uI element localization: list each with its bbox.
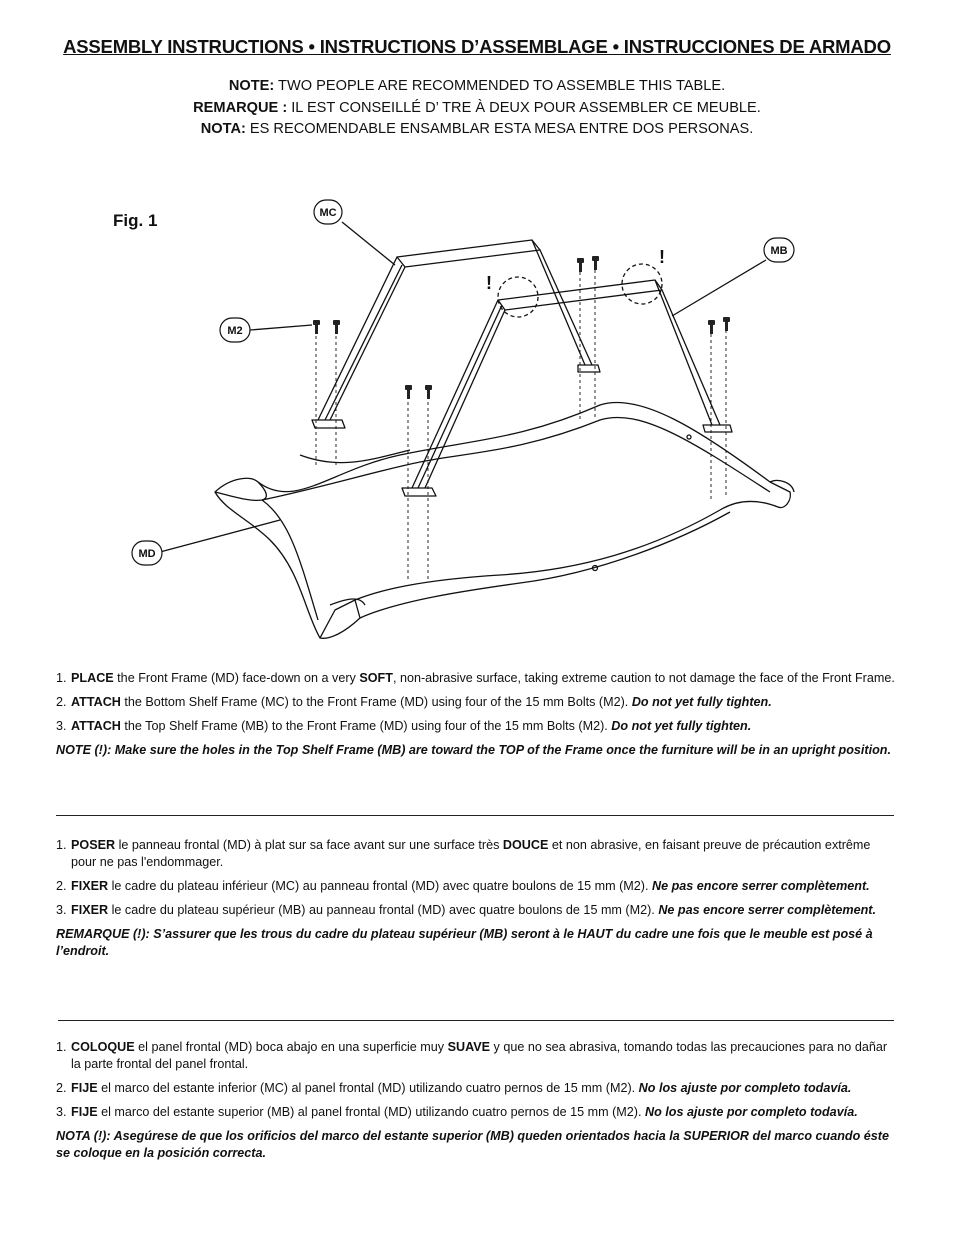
item-note: No los ajuste por completo todavía. (644, 1105, 858, 1119)
section-note: NOTA (!): Asegúrese de que los orificios del marco del estante superior (MB) queden orientados hacia la SUPERIOR del marco cuando éste se coloque en la posición correcta. (56, 1129, 890, 1160)
warning-mark: ! (486, 273, 492, 293)
item-keyword: SOFT (359, 671, 393, 685)
list-item (56, 1039, 896, 1073)
english-instructions (56, 670, 896, 759)
list-item (56, 902, 896, 919)
list-item (56, 694, 896, 711)
french-instructions (56, 837, 896, 960)
item-number: 2. (56, 1081, 67, 1095)
note-text: IL EST CONSEILLÉ D’ TRE À DEUX POUR ASSEMBLER CE MEUBLE. (287, 99, 761, 116)
list-item (56, 670, 896, 687)
item-keyword: ATTACH (71, 695, 121, 709)
note-text: TWO PEOPLE ARE RECOMMENDED TO ASSEMBLE THIS TABLE. (274, 78, 726, 94)
item-keyword: ATTACH (71, 719, 121, 733)
front-frame-md (215, 402, 794, 638)
item-keyword: FIXER (71, 903, 109, 917)
item-note: Do not yet fully tighten. (611, 719, 752, 733)
item-number: 3. (56, 903, 67, 917)
figure-label: Fig. 1 (113, 211, 158, 230)
item-note: Ne pas encore serrer complètement. (652, 879, 870, 893)
item-number: 2. (56, 879, 67, 893)
section-note: NOTE (!): Make sure the holes in the Top Shelf Frame (MB) are toward the TOP of the Frame once the furniture will be in an upright position. (56, 743, 891, 757)
item-text: el marco del estante superior (MB) al panel frontal (MD) utilizando cuatro pernos de 15 mm (M2). (97, 1105, 645, 1119)
item-keyword: FIJE (71, 1105, 98, 1119)
callout-mb: MB (770, 245, 788, 257)
item-keyword: FIJE (71, 1081, 98, 1095)
item-note: Do not yet fully tighten. (631, 695, 772, 709)
item-text: the Top Shelf Frame (MB) to the Front Frame (MD) using four of the 15 mm Bolts (M2). (120, 719, 612, 733)
item-text: et non abrasive, en faisant preuve de précaution extrême pour ne pas l'endommager. (71, 838, 871, 869)
bolt-icon (425, 385, 432, 399)
item-text: el panel frontal (MD) boca abajo en una superficie muy (134, 1040, 448, 1054)
list-item (56, 878, 896, 895)
item-note: Ne pas encore serrer complètement. (658, 903, 876, 917)
item-number: 1. (56, 1040, 67, 1054)
callout-mc: MC (319, 207, 337, 219)
item-keyword: POSER (71, 838, 116, 852)
bolt-icon (405, 385, 412, 399)
item-text: the Bottom Shelf Frame (MC) to the Front Frame (MD) using four of the 15 mm Bolts (M2). (120, 695, 632, 709)
bolt-icon (333, 320, 340, 334)
list-item (56, 718, 896, 735)
list-item (56, 1104, 896, 1121)
divider (58, 1020, 894, 1021)
item-keyword: SUAVE (447, 1040, 491, 1054)
list-item (56, 1080, 896, 1097)
note-label: NOTA: (200, 121, 246, 137)
item-text: le panneau frontal (MD) à plat sur sa face avant sur une surface très (115, 838, 503, 852)
item-keyword: FIXER (71, 879, 109, 893)
bolt-icon (313, 320, 320, 334)
item-keyword: DOUCE (502, 838, 549, 852)
page-title: ASSEMBLY INSTRUCTIONS • INSTRUCTIONS D’ASSEMBLAGE • INSTRUCCIONES DE ARMADO (63, 36, 891, 57)
spanish-instructions (56, 1039, 896, 1162)
item-number: 3. (56, 719, 67, 733)
list-item (56, 837, 896, 871)
bolt-icon (708, 320, 715, 334)
item-number: 1. (56, 671, 67, 685)
item-text: el marco del estante inferior (MC) al panel frontal (MD) utilizando cuatro pernos de 15 mm (M2). (97, 1081, 639, 1095)
callout-m2: M2 (227, 325, 243, 337)
callout-md: MD (138, 548, 156, 560)
bolt-icon (723, 317, 730, 331)
item-text: le cadre du plateau supérieur (MB) au panneau frontal (MD) avec quatre boulons de 15 mm (M2). (108, 903, 659, 917)
note-text: ES RECOMENDABLE ENSAMBLAR ESTA MESA ENTRE DOS PERSONAS. (245, 121, 754, 137)
section-note: REMARQUE (!): S’assurer que les trous du cadre du plateau supérieur (MB) seront à le HAUT du cadre une fois que le meuble est posé à l’endroit. (56, 927, 873, 958)
item-number: 3. (56, 1105, 67, 1119)
item-number: 1. (56, 838, 67, 852)
item-text: , non-abrasive surface, taking extreme caution to not damage the face of the Front Frame. (392, 671, 895, 685)
item-keyword: PLACE (71, 671, 114, 685)
item-text: y que no sea abrasiva, tomando todas las precauciones para no dañar la parte frontal del panel frontal. (71, 1040, 888, 1071)
item-text: the Front Frame (MD) face-down on a very (113, 671, 360, 685)
bolt-icon (577, 258, 584, 272)
note-label: REMARQUE : (193, 99, 288, 116)
note-label: NOTE: (228, 78, 275, 94)
bolt-icon (592, 256, 599, 270)
item-text: le cadre du plateau inférieur (MC) au panneau frontal (MD) avec quatre boulons de 15 mm (M2). (108, 879, 652, 893)
item-keyword: COLOQUE (71, 1040, 135, 1054)
top-shelf-frame-mb (402, 280, 732, 496)
warning-mark: ! (659, 247, 665, 267)
item-number: 2. (56, 695, 67, 709)
divider (56, 815, 894, 816)
bottom-shelf-frame-mc (312, 240, 600, 428)
item-note: No los ajuste por completo todavía. (638, 1081, 852, 1095)
